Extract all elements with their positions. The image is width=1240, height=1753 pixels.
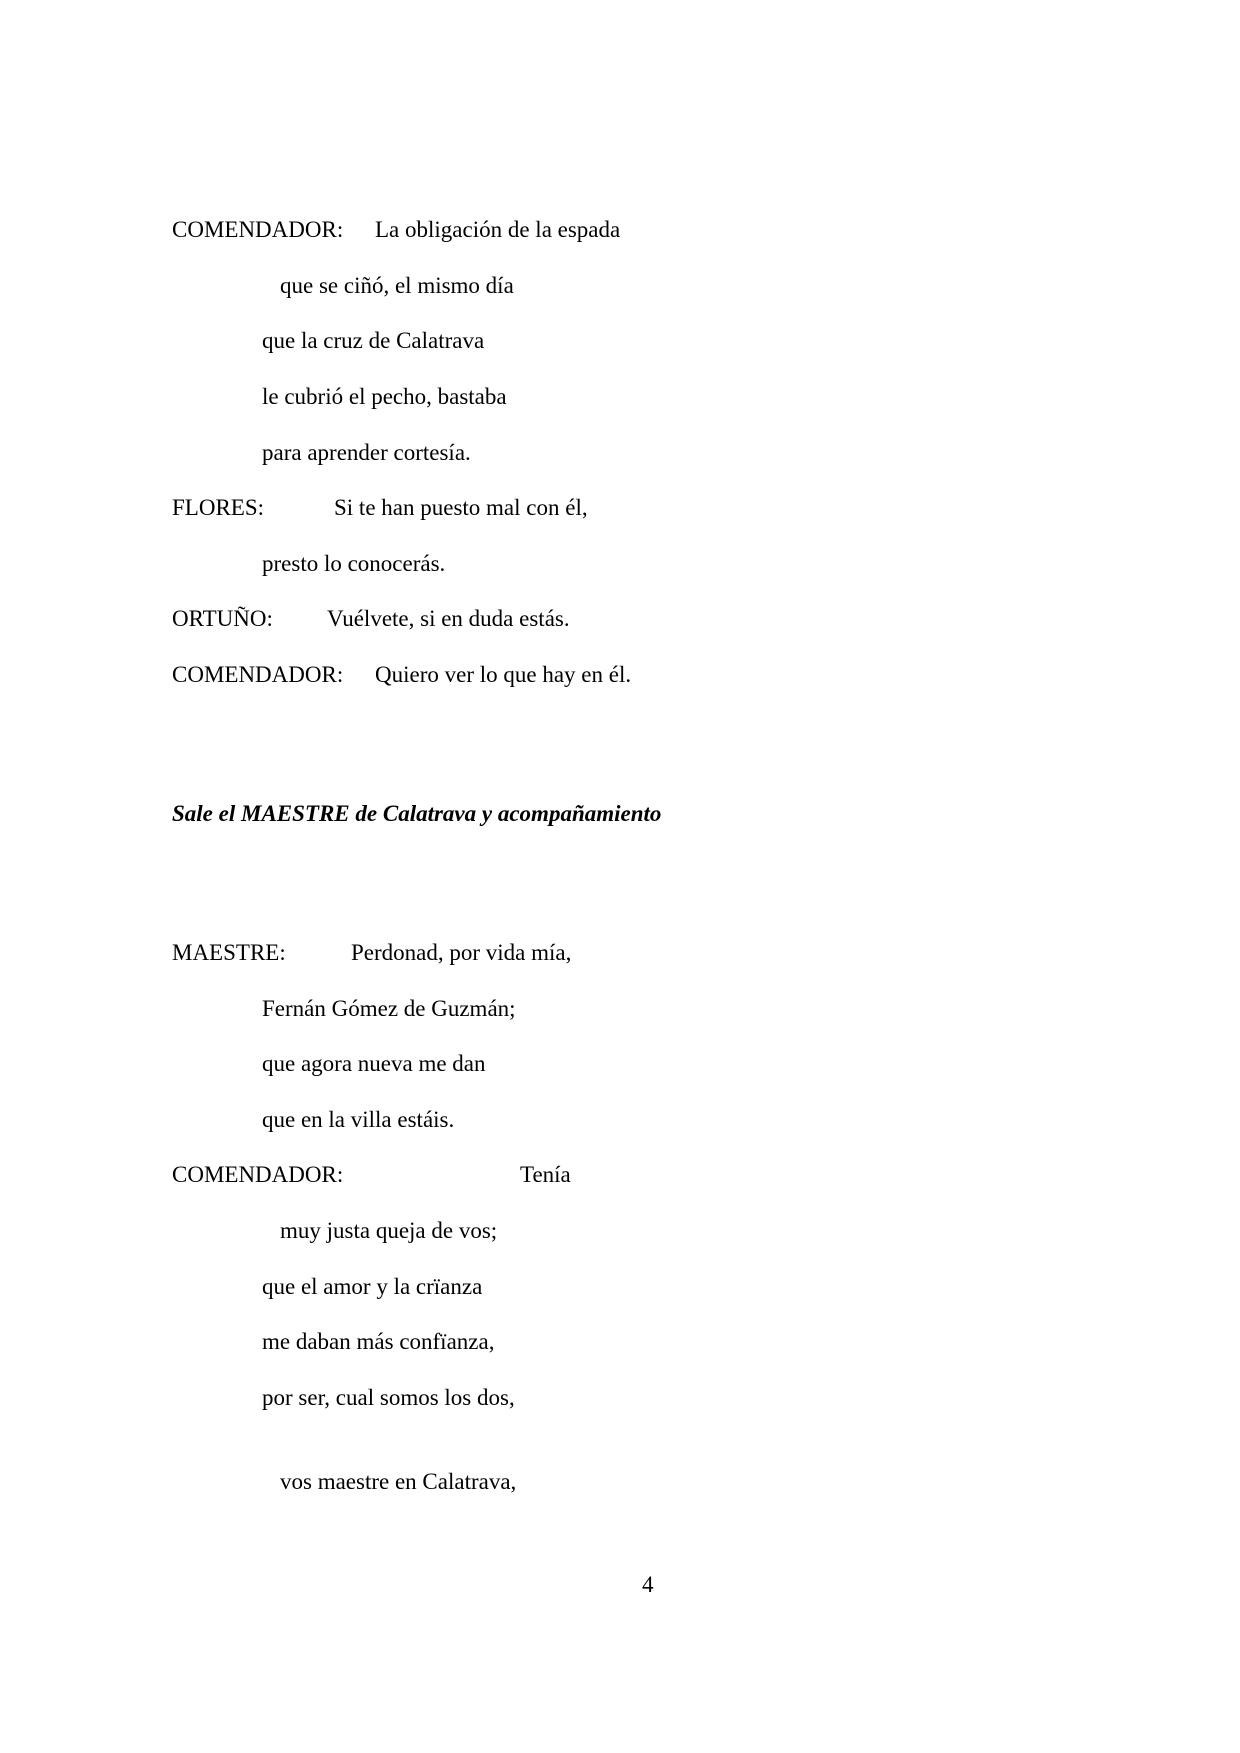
verse-line: que agora nueva me dan [262, 1051, 486, 1076]
verse-line: Si te han puesto mal con él, [334, 495, 588, 520]
verse-line: presto lo conocerás. [262, 551, 446, 576]
verse-line: muy justa queja de vos; [280, 1218, 498, 1243]
speaker-name: MAESTRE: [172, 940, 286, 965]
verse-line: vos maestre en Calatrava, [280, 1469, 517, 1494]
verse-line: que en la villa estáis. [262, 1107, 455, 1132]
verse-line: le cubrió el pecho, bastaba [262, 384, 507, 409]
verse-line: Tenía [520, 1162, 571, 1187]
speaker-name: COMENDADOR: [172, 662, 344, 687]
verse-line: Fernán Gómez de Guzmán; [262, 996, 516, 1021]
verse-line: que el amor y la crïanza [262, 1274, 483, 1299]
verse-line: que se ciñó, el mismo día [280, 273, 514, 298]
verse-line: Quiero ver lo que hay en él. [375, 662, 632, 687]
stage-direction: Sale el MAESTRE de Calatrava y acompañamiento [172, 801, 662, 826]
verse-line: para aprender cortesía. [262, 440, 471, 465]
verse-line: Vuélvete, si en duda estás. [327, 606, 570, 631]
speaker-name: FLORES: [172, 495, 265, 520]
verse-line: por ser, cual somos los dos, [262, 1385, 515, 1410]
speaker-name: COMENDADOR: [172, 217, 344, 242]
verse-line: Perdonad, por vida mía, [351, 940, 572, 965]
speaker-name: ORTUÑO: [172, 606, 273, 631]
verse-line: que la cruz de Calatrava [262, 328, 485, 353]
verse-line: La obligación de la espada [375, 217, 621, 242]
verse-line: me daban más confïanza, [262, 1329, 495, 1354]
page-number: 4 [642, 1572, 654, 1597]
speaker-name: COMENDADOR: [172, 1162, 344, 1187]
